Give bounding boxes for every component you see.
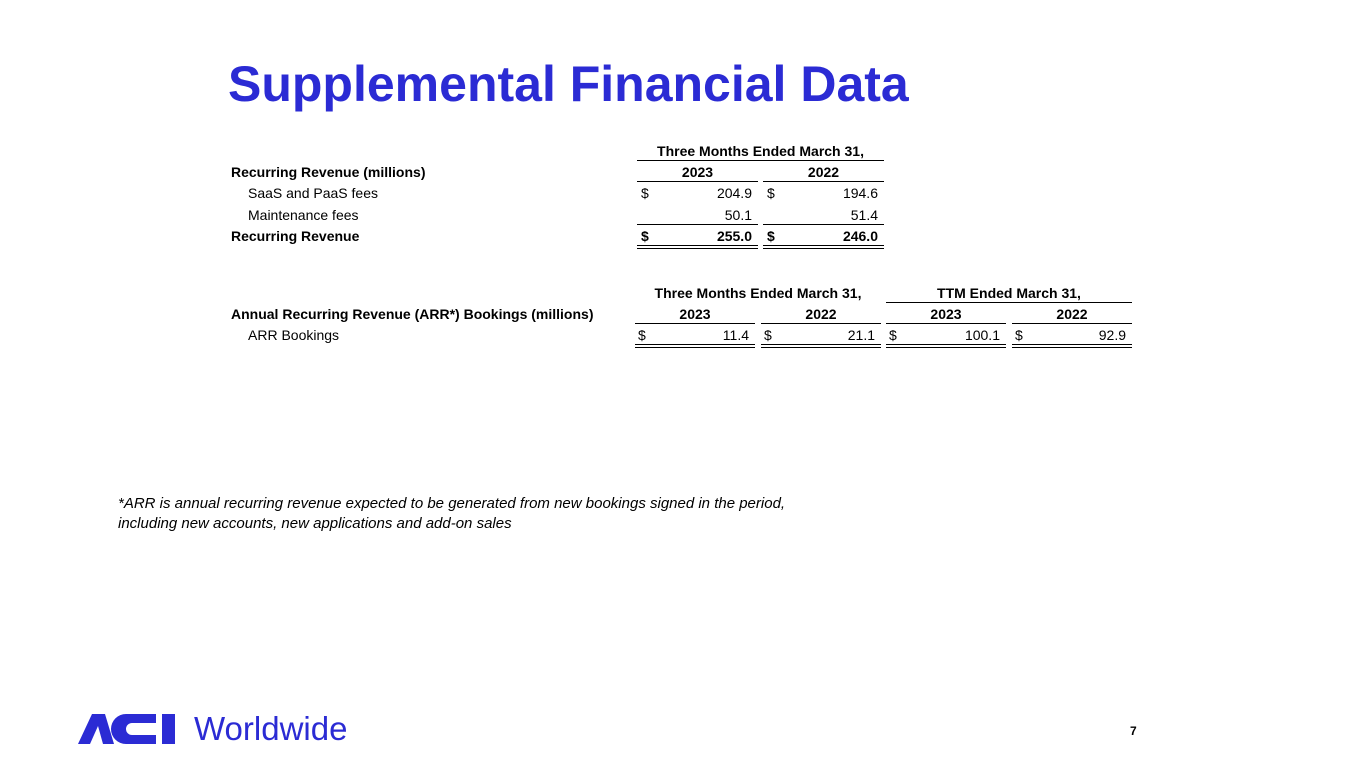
- logo-wordmark: Worldwide: [194, 710, 348, 747]
- currency-symbol: $: [889, 327, 897, 343]
- total-2022-value: 246.0: [842, 228, 878, 244]
- total-double-rule: [1012, 344, 1132, 348]
- total-double-rule: [761, 344, 881, 348]
- table2-period-header-1: Three Months Ended March 31,: [654, 285, 862, 301]
- currency-symbol: $: [638, 327, 646, 343]
- arr-q-2022-value: 21.1: [847, 327, 875, 343]
- table1-year-2022: 2022: [807, 164, 840, 180]
- total-double-rule: [635, 344, 755, 348]
- page-title: Supplemental Financial Data: [228, 56, 909, 112]
- year-rule: [635, 323, 755, 324]
- table2-year: 2023: [679, 306, 711, 322]
- arr-q-2023-value: 11.4: [722, 327, 749, 343]
- currency-symbol: $: [641, 185, 649, 201]
- arr-ttm-2022-value: 92.9: [1098, 327, 1126, 343]
- total-double-rule: [886, 344, 1006, 348]
- header-rule: [886, 302, 1132, 303]
- total-2023-value: 255.0: [716, 228, 752, 244]
- year-rule: [1012, 323, 1132, 324]
- arr-footnote: *ARR is annual recurring revenue expected to be generated from new bookings signed in the period, including new accounts, new applications and add-on sales: [118, 495, 786, 532]
- table1-year-2023: 2023: [681, 164, 714, 180]
- table2-period-header-2: TTM Ended March 31,: [937, 285, 1081, 301]
- saas-2023-value: 204.9: [716, 185, 752, 201]
- row-label-maintenance: Maintenance fees: [248, 207, 359, 223]
- table2-year: 2022: [1056, 306, 1088, 322]
- year-rule: [886, 323, 1006, 324]
- aci-worldwide-logo: [78, 712, 347, 746]
- table1-section-label: Recurring Revenue (millions): [231, 164, 426, 180]
- table2-section-label: Annual Recurring Revenue (ARR*) Bookings (millions): [231, 306, 594, 322]
- currency-symbol: $: [767, 228, 775, 244]
- page-number: 7: [1130, 724, 1137, 738]
- table2-year: 2022: [805, 306, 837, 322]
- currency-symbol: $: [764, 327, 772, 343]
- year-rule: [761, 323, 881, 324]
- currency-symbol: $: [641, 228, 649, 244]
- total-double-rule: [637, 245, 758, 249]
- year-rule: [637, 181, 758, 182]
- maintenance-2022-value: 51.4: [850, 207, 878, 223]
- year-rule: [763, 181, 884, 182]
- currency-symbol: $: [767, 185, 775, 201]
- saas-2022-value: 194.6: [842, 185, 878, 201]
- row-label-arr-bookings: ARR Bookings: [248, 327, 340, 343]
- header-rule: [637, 160, 884, 161]
- maintenance-2023-value: 50.1: [724, 207, 752, 223]
- currency-symbol: $: [1015, 327, 1023, 343]
- subtotal-rule: [637, 224, 758, 225]
- table2-year: 2023: [930, 306, 962, 322]
- subtotal-rule: [763, 224, 884, 225]
- row-label-total: Recurring Revenue: [231, 228, 360, 244]
- row-label-saas: SaaS and PaaS fees: [248, 185, 378, 201]
- total-double-rule: [763, 245, 884, 249]
- table1-period-header: Three Months Ended March 31,: [657, 143, 864, 159]
- arr-ttm-2023-value: 100.1: [964, 327, 1000, 343]
- aci-logo-mark-icon: [78, 714, 184, 744]
